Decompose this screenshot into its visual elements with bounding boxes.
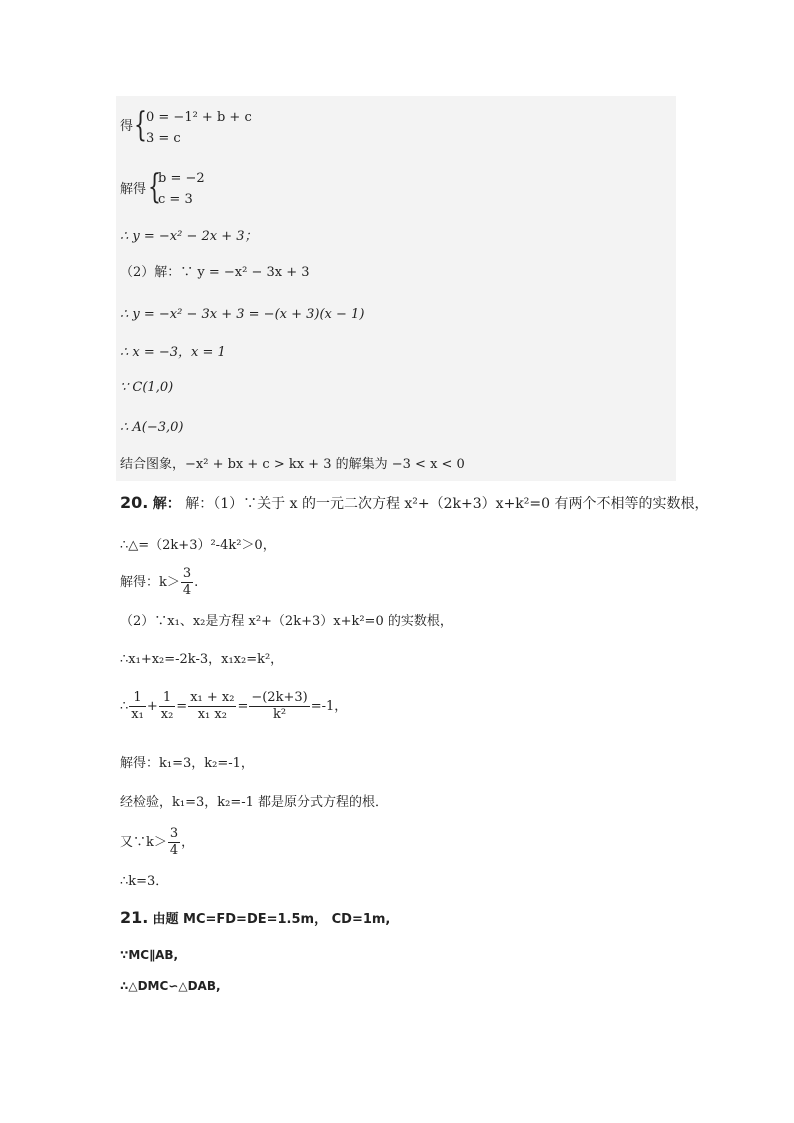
- q20-head: 解：: [152, 496, 181, 512]
- q20-line-9-suffix: ，: [181, 835, 195, 850]
- frac-denominator: x₂: [160, 707, 174, 722]
- q20-line-7: 解得：k₁=3，k₂=-1，: [120, 756, 254, 771]
- system-eq-4: c = 3: [158, 192, 193, 207]
- equals-sign: =: [237, 699, 249, 714]
- system-eq-3: b = −2: [158, 171, 205, 186]
- q21-line-1: [120, 910, 390, 928]
- q20-line-3-prefix: 解得：k＞: [120, 575, 180, 590]
- q20-line-3: [120, 566, 198, 599]
- brace-symbol-2: {: [148, 167, 161, 207]
- frac-numerator: 1: [129, 690, 146, 707]
- q20-line-6-suffix: =-1，: [310, 699, 348, 714]
- q21-text-1: 由题 MC=FD=DE=1.5m， CD=1m,: [152, 912, 391, 927]
- frac-denominator: x₁: [131, 707, 144, 722]
- fraction-1-over-x1: [129, 690, 146, 723]
- q20-line-6-prefix: ∴: [120, 699, 129, 714]
- frac-numerator: 3: [182, 566, 192, 581]
- shaded-line-7: ∵ C(1,0): [120, 380, 174, 395]
- q20-line-10: ∴k=3．: [120, 874, 169, 889]
- q21-line-2: ∵MC∥AB,: [120, 948, 179, 962]
- shaded-line-5: ∴ y = −x² − 3x + 3 = −(x + 3)(x − 1): [120, 307, 365, 322]
- fraction-vieta: [249, 690, 309, 723]
- q21-line-3: ∴△DMC∽△DAB,: [120, 979, 221, 993]
- frac-numerator: −(2k+3): [251, 690, 308, 705]
- system-eq-2: 3 = c: [146, 131, 181, 146]
- system-eq-1: 0 = −1² + b + c: [146, 110, 252, 125]
- q20-number: 20.: [120, 493, 149, 512]
- frac-numerator: x₁ + x₂: [190, 690, 235, 705]
- fraction-sum-over-product: [188, 690, 236, 723]
- q20-line-1: [120, 495, 708, 512]
- shaded-line-9: 结合图象，−x² + bx + c > kx + 3 的解集为 −3 < x < 0: [120, 457, 465, 472]
- shaded-line-4: （2）解：∵ y = −x² − 3x + 3: [120, 265, 310, 280]
- q20-line-2: ∴△=（2k+3）²-4k²＞0，: [120, 538, 276, 553]
- q20-line-9: [120, 826, 194, 859]
- text-jiede: 解得: [120, 182, 147, 197]
- q20-line-6: [120, 690, 347, 723]
- q21-number: 21.: [120, 908, 149, 927]
- frac-denominator: k²: [272, 707, 287, 722]
- fraction-1-over-x2: [159, 690, 176, 723]
- brace-symbol: {: [134, 105, 147, 145]
- shaded-line-8: ∴ A(−3,0): [120, 420, 184, 435]
- q20-line-3-suffix: .: [194, 575, 199, 590]
- frac-denominator: 4: [182, 583, 192, 598]
- fraction-three-quarters: [181, 566, 193, 599]
- q20-text-1: 解：（1）∵关于 x 的一元二次方程 x²+（2k+3）x+k²=0 有两个不相等的实数根，: [185, 496, 709, 512]
- frac-denominator: x₁ x₂: [197, 707, 227, 722]
- shaded-solution-block: [116, 96, 676, 481]
- q20-line-8: 经检验，k₁=3，k₂=-1 都是原分式方程的根．: [120, 795, 389, 810]
- frac-numerator: 3: [169, 826, 179, 841]
- shaded-line-3: ∴ y = −x² − 2x + 3；: [120, 229, 258, 244]
- shaded-line-6: ∴ x = −3，x = 1: [120, 345, 226, 360]
- q20-line-4: （2）∵x₁、x₂是方程 x²+（2k+3）x+k²=0 的实数根，: [120, 614, 453, 629]
- frac-denominator: 4: [169, 843, 179, 858]
- text-de: 得: [120, 119, 134, 134]
- q20-line-9-prefix: 又∵k＞: [120, 835, 167, 850]
- equals-sign: =: [176, 699, 188, 714]
- frac-numerator: 1: [159, 690, 176, 707]
- fraction-three-quarters-2: [168, 826, 180, 859]
- plus-sign: +: [146, 699, 158, 714]
- q20-line-5: ∴x₁+x₂=-2k-3，x₁x₂=k²，: [120, 652, 284, 667]
